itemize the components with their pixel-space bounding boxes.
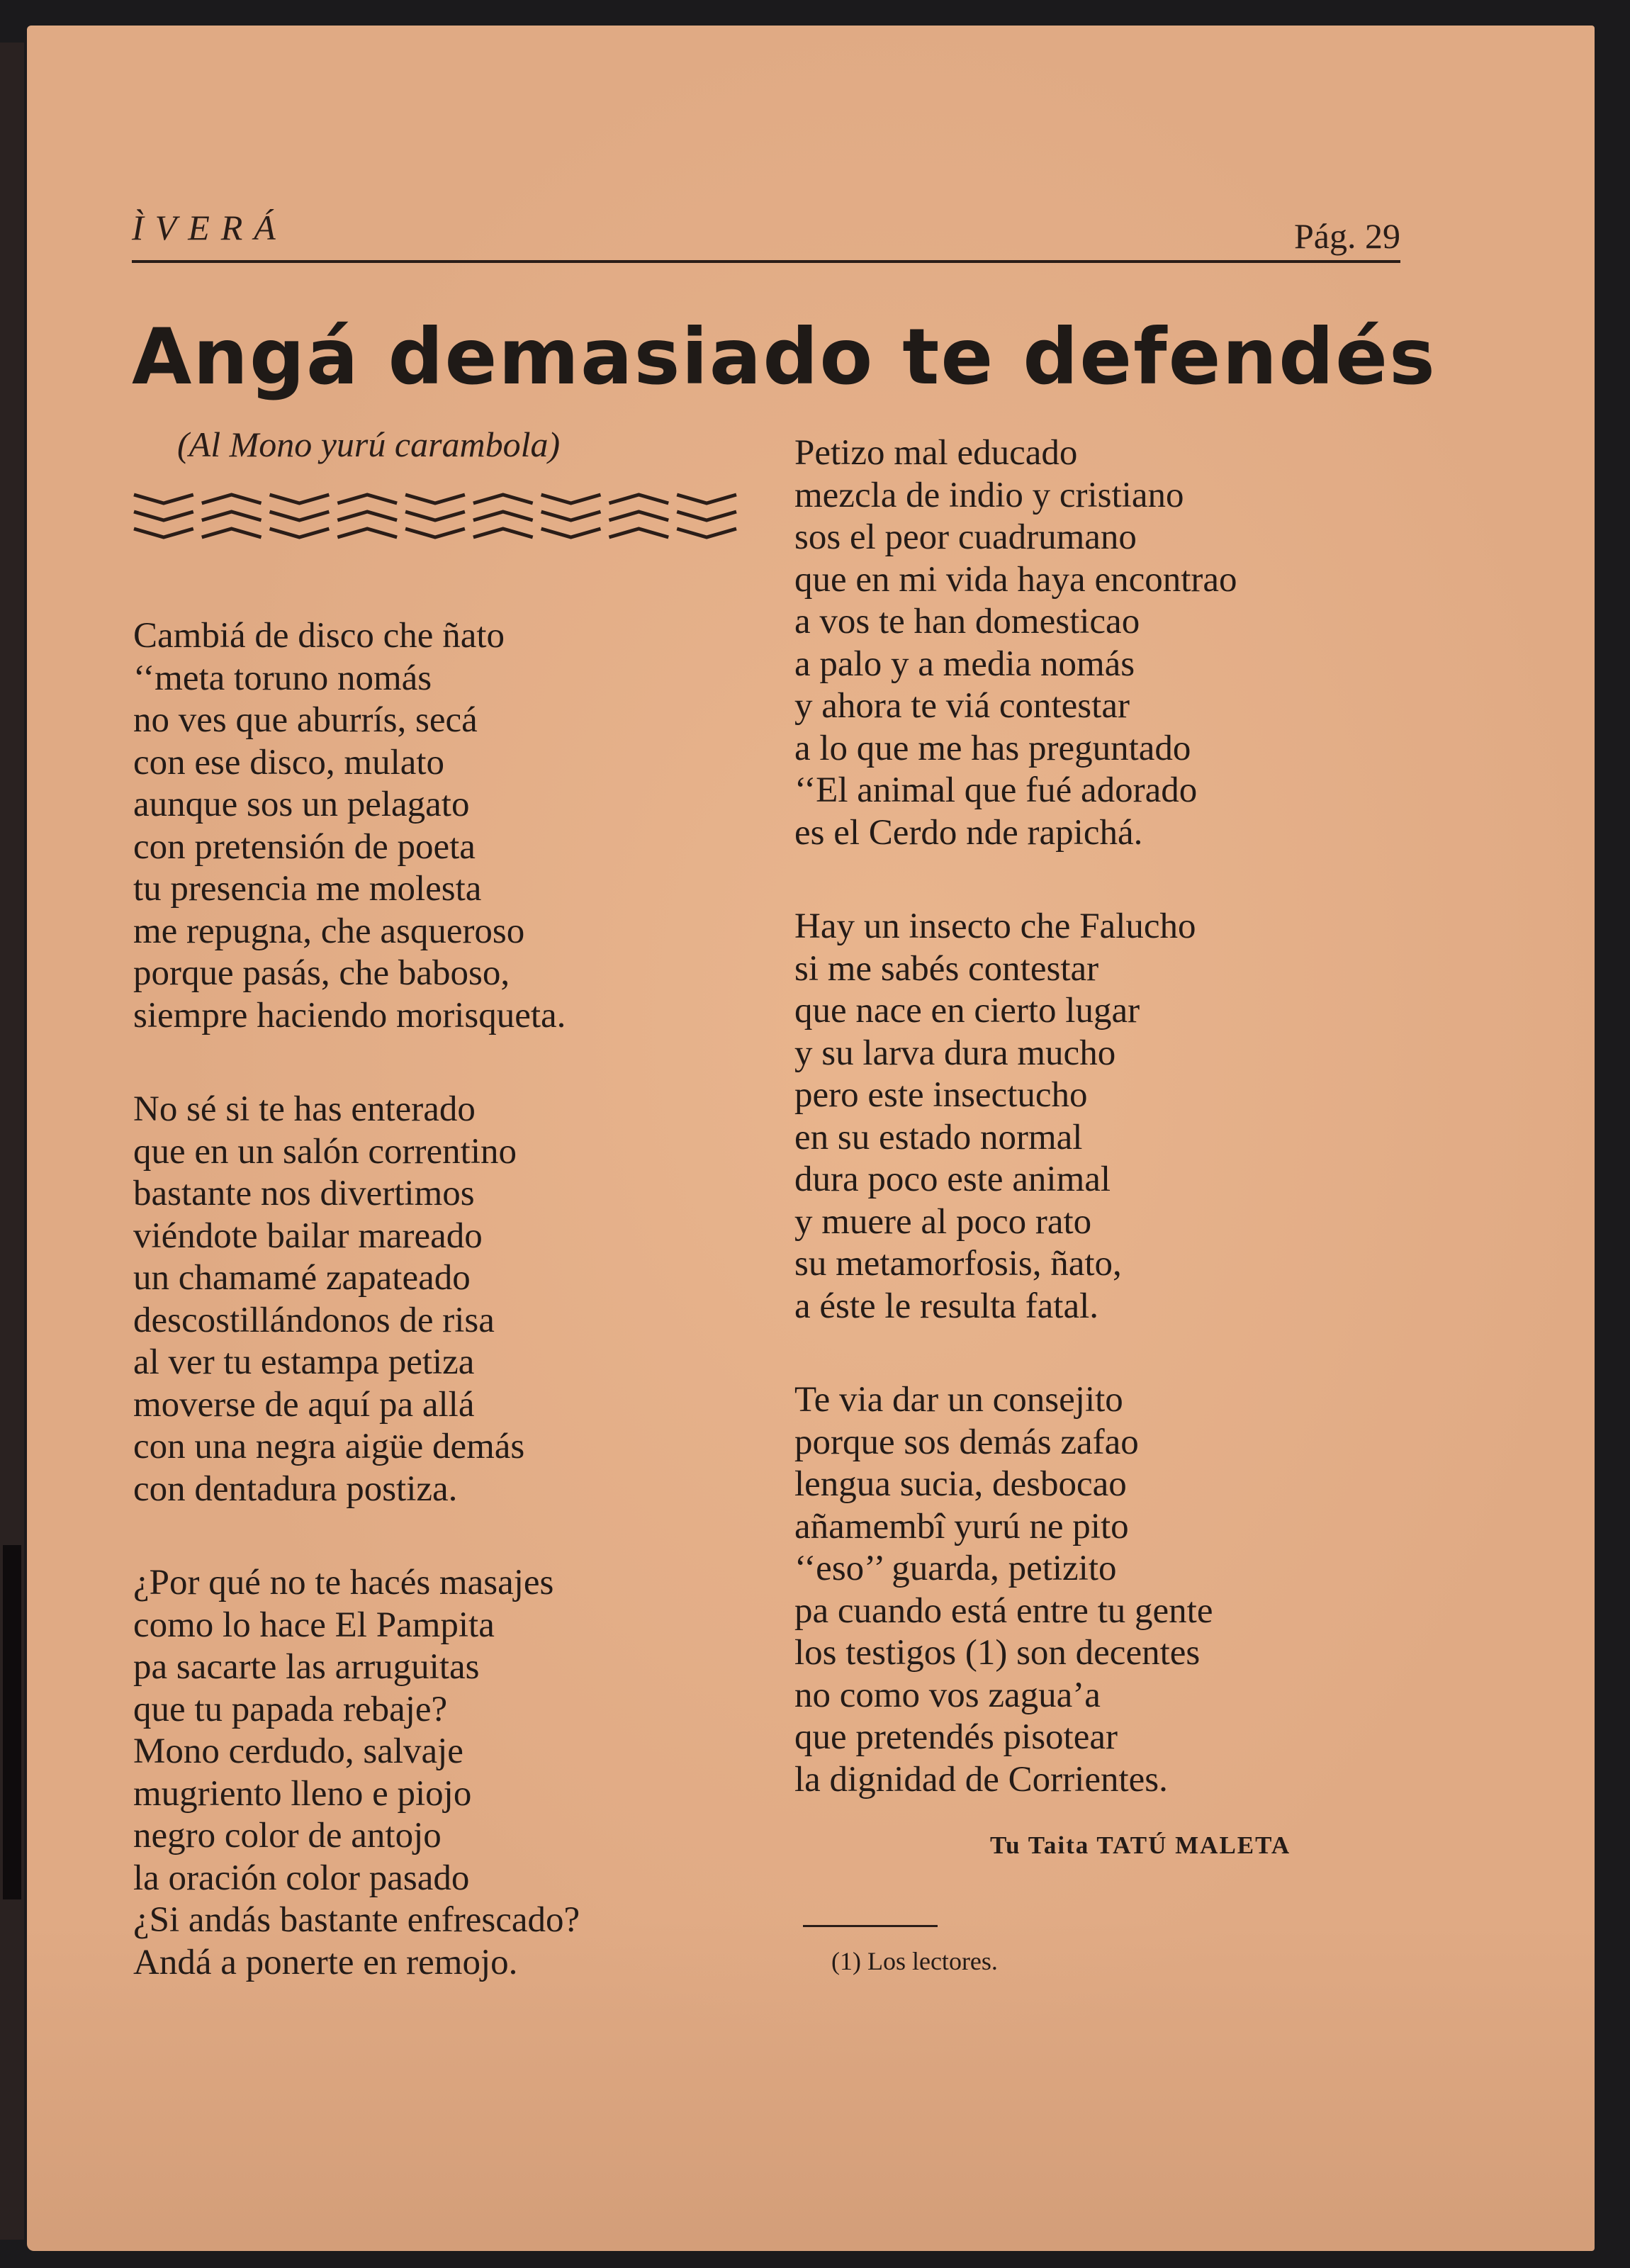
stanza (794, 906, 1237, 1327)
verse-line: la oración color pasado (133, 1858, 470, 1898)
verse-line: aunque sos un pelagato (133, 785, 470, 824)
verse-line: bastante nos divertimos (133, 1174, 475, 1213)
verse-line: mezcla de indio y cristiano (794, 475, 1184, 515)
verse-line: Cambiá de disco che ñato (133, 616, 505, 656)
verse-line: viéndote bailar mareado (133, 1216, 483, 1256)
verse-line: ¿Por qué no te hacés masajes (133, 1563, 554, 1602)
verse-line: sos el peor cuadrumano (794, 517, 1137, 557)
stanza (133, 1089, 580, 1510)
verse-line: descostillándonos de risa (133, 1300, 495, 1340)
verse-line: pa cuando está entre tu gente (794, 1590, 1213, 1631)
verse-line: ‘‘eso’’ guarda, petizito (794, 1549, 1117, 1588)
verse-line: no ves que aburrís, secá (133, 700, 478, 740)
verse-line: los testigos (1) son decentes (794, 1633, 1201, 1673)
verse-line: negro color de antojo (133, 1816, 442, 1856)
verse-line: mugriento lleno e piojo (133, 1773, 472, 1814)
verse-line: Petizo mal educado (794, 433, 1078, 473)
right-column (794, 432, 1237, 1853)
verse-line: Hay un insecto che Falucho (794, 906, 1196, 946)
verse-line: con una negra aigüe demás (133, 1427, 525, 1466)
verse-line: me repugna, che asqueroso (133, 911, 525, 951)
verse-line: tu presencia me molesta (133, 869, 482, 909)
verse-line: a vos te han domesticao (794, 602, 1140, 641)
verse-line: un chamamé zapateado (133, 1258, 471, 1298)
verse-line: a lo que me has preguntado (794, 728, 1191, 768)
verse-line: con dentadura postiza. (133, 1469, 458, 1509)
verse-line: que en mi vida haya encontrao (794, 559, 1237, 600)
verse-line: y ahora te viá contestar (794, 686, 1130, 726)
poem-dedication: (Al Mono yurú carambola) (177, 425, 561, 464)
verse-line: pa sacarte las arruguitas (133, 1647, 480, 1687)
footnote: (1) Los lectores. (831, 1947, 998, 1975)
verse-line: No sé si te has enterado (133, 1089, 476, 1129)
verse-line: su metamorfosis, ñato, (794, 1244, 1122, 1284)
verse-line: a éste le resulta fatal. (794, 1286, 1099, 1326)
page-header (132, 207, 1400, 264)
header-rule (132, 260, 1400, 263)
verse-line: la dignidad de Corrientes. (794, 1759, 1168, 1800)
verse-line: en su estado normal (794, 1117, 1083, 1157)
verse-line: que nace en cierto lugar (794, 991, 1140, 1031)
stanza (133, 1562, 580, 1984)
journal-name: ÌVERÁ (132, 208, 287, 247)
verse-line: al ver tu estampa petiza (133, 1342, 475, 1382)
verse-line: añamembî yurú ne pito (794, 1506, 1129, 1546)
footnote-rule (803, 1925, 938, 1927)
verse-line: pero este insectucho (794, 1075, 1088, 1115)
verse-line: ‘‘El animal que fué adorado (794, 770, 1198, 810)
poem-title: Angá demasiado te defendés (132, 312, 1437, 402)
verse-line: y su larva dura mucho (794, 1033, 1116, 1073)
spine-shadow (3, 1545, 21, 1899)
verse-line: siempre haciendo morisqueta. (133, 995, 566, 1035)
left-column (133, 615, 580, 2036)
scan-border (1596, 26, 1630, 2258)
verse-line: ¿Si andás bastante enfrescado? (133, 1900, 580, 1940)
verse-line: Andá a ponerte en remojo. (133, 1942, 518, 1982)
verse-line: y muere al poco rato (794, 1201, 1092, 1242)
zigzag-chevron-border-icon (130, 482, 741, 541)
verse-line: no como vos zagua’a (794, 1675, 1101, 1715)
page-number: Pág. 29 (1294, 216, 1400, 256)
verse-line: lengua sucia, desbocao (794, 1464, 1127, 1504)
verse-line: es el Cerdo nde rapichá. (794, 812, 1143, 853)
verse-line: si me sabés contestar (794, 948, 1099, 989)
stanza (133, 615, 580, 1037)
verse-line: a palo y a media nomás (794, 644, 1135, 684)
author-signature: Tu Taita TATÚ MALETA (990, 1831, 1291, 1859)
verse-line: como lo hace El Pampita (133, 1605, 495, 1645)
verse-line: dura poco este animal (794, 1160, 1111, 1199)
stanza (794, 432, 1237, 854)
verse-line: ‘‘meta toruno nomás (133, 658, 432, 698)
verse-line: que pretendés pisotear (794, 1717, 1118, 1757)
verse-line: Mono cerdudo, salvaje (133, 1731, 463, 1771)
verse-line: con pretensión de poeta (133, 826, 476, 867)
verse-line: que en un salón correntino (133, 1131, 517, 1172)
verse-line: con ese disco, mulato (133, 742, 445, 782)
stanza (794, 1379, 1237, 1801)
verse-line: moverse de aquí pa allá (133, 1384, 475, 1425)
verse-line: porque pasás, che baboso, (133, 953, 510, 993)
verse-line: porque sos demás zafao (794, 1422, 1139, 1462)
book-spine (0, 43, 24, 2240)
verse-line: Te via dar un consejito (794, 1380, 1123, 1420)
verse-line: que tu papada rebaje? (133, 1689, 448, 1729)
